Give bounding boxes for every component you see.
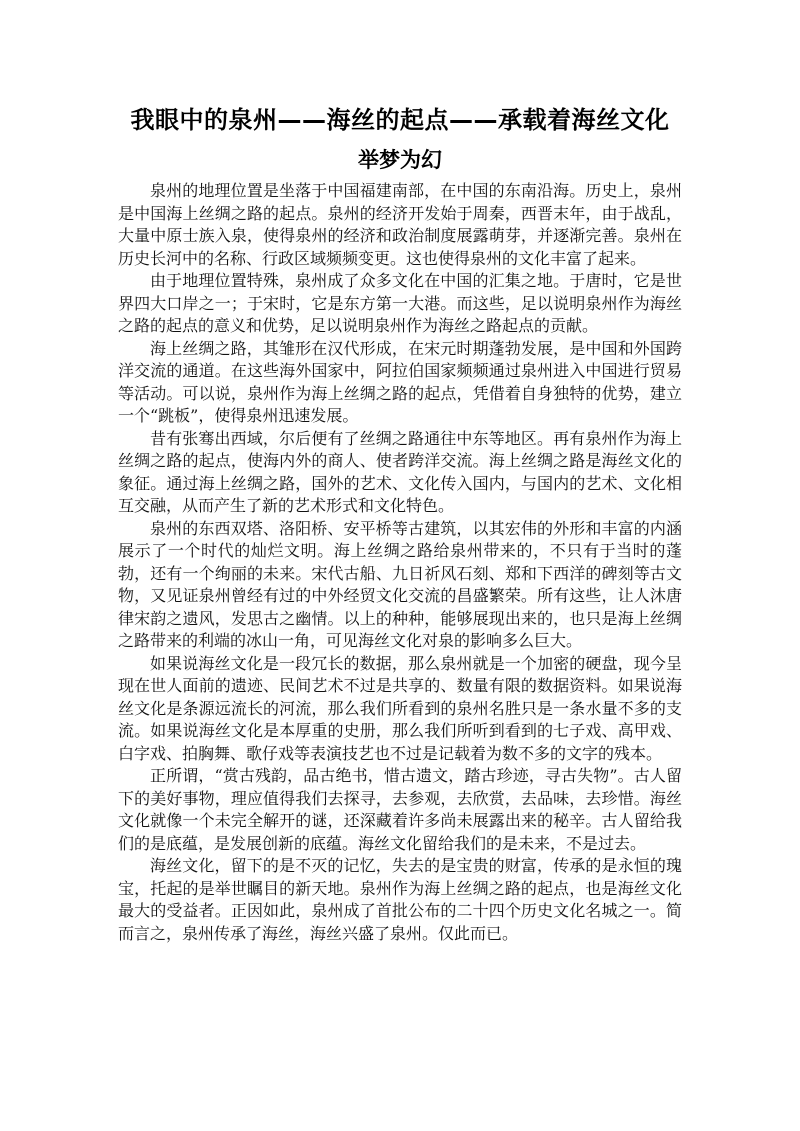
paragraph-8: 海丝文化，留下的是不灭的记忆，失去的是宝贵的财富，传承的是永恒的瑰宝，托起的是举世瞩目的新天地。泉州作为海上丝绸之路的起点，也是海丝文化最大的受益者。正因如此，泉州成了首批公布的二十四个历史文化名城之一。简而言之，泉州传承了海丝，海丝兴盛了泉州。仅此而已。	[118, 856, 682, 943]
paragraph-2: 由于地理位置特殊，泉州成了众多文化在中国的汇集之地。于唐时，它是世界四大口岸之一；于宋时，它是东方第一大港。而这些，足以说明泉州作为海丝之路的起点的意义和优势，足以说明泉州作为海丝之路起点的贡献。	[118, 271, 682, 335]
document-title: 我眼中的泉州——海丝的起点——承载着海丝文化	[130, 106, 670, 134]
paragraph-4: 昔有张骞出西域，尔后便有了丝绸之路通往中东等地区。再有泉州作为海上丝绸之路的起点，使海内外的商人、使者跨洋交流。海上丝绸之路是海丝文化的象征。通过海上丝绸之路，国外的艺术、文化传入国内，与国内的艺术、文化相互交融，从而产生了新的艺术形式和文化特色。	[118, 428, 682, 515]
paragraph-6: 如果说海丝文化是一段冗长的数据，那么泉州就是一个加密的硬盘，现今呈现在世人面前的遗迹、民间艺术不过是共享的、数量有限的数据资料。如果说海丝文化是条源远流长的河流，那么我们所看到的泉州名胜只是一条水量不多的支流。如果说海丝文化是本厚重的史册，那么我们所听到看到的七子戏、高甲戏、白字戏、拍胸舞、歌仔戏等表演技艺也不过是记载着为数不多的文字的残本。	[118, 653, 682, 763]
document-body	[118, 180, 682, 945]
paragraph-5: 泉州的东西双塔、洛阳桥、安平桥等古建筑，以其宏伟的外形和丰富的内涵展示了一个时代的灿烂文明。海上丝绸之路给泉州带来的，不只有于当时的蓬勃，还有一个绚丽的未来。宋代古船、九日祈风石刻、郑和下西洋的碑刻等古文物，又见证泉州曾经有过的中外经贸文化交流的昌盛繁荣。所有这些，让人沐唐律宋韵之遗风，发思古之幽情。以上的种种，能够展现出来的，也只是海上丝绸之路带来的利端的冰山一角，可见海丝文化对泉的影响多么巨大。	[118, 518, 682, 650]
paragraph-1: 泉州的地理位置是坐落于中国福建南部，在中国的东南沿海。历史上，泉州是中国海上丝绸之路的起点。泉州的经济开发始于周秦，西晋末年，由于战乱，大量中原士族入泉，使得泉州的经济和政治制度展露萌芽，并逐渐完善。泉州在历史长河中的名称、行政区域频频变更。这也使得泉州的文化丰富了起来。	[118, 181, 682, 268]
paragraph-3: 海上丝绸之路，其雏形在汉代形成，在宋元时期蓬勃发展，是中国和外国跨洋交流的通道。在这些海外国家中，阿拉伯国家频频通过泉州进入中国进行贸易等活动。可以说，泉州作为海上丝绸之路的起点，凭借着自身独特的优势，建立一个“跳板”，使得泉州迅速发展。	[118, 338, 682, 425]
document-author: 举梦为幻	[358, 148, 442, 172]
paragraph-7: 正所谓，“赏古残韵，品古绝书，惜古遗文，踏古珍迹，寻古失物”。古人留下的美好事物，理应值得我们去探寻，去参观，去欣赏，去品味，去珍惜。海丝文化就像一个未完全解开的谜，还深藏着许多尚未展露出来的秘辛。古人留给我们的是底蕴，是发展创新的底蕴。海丝文化留给我们的是未来，不是过去。	[118, 766, 682, 853]
